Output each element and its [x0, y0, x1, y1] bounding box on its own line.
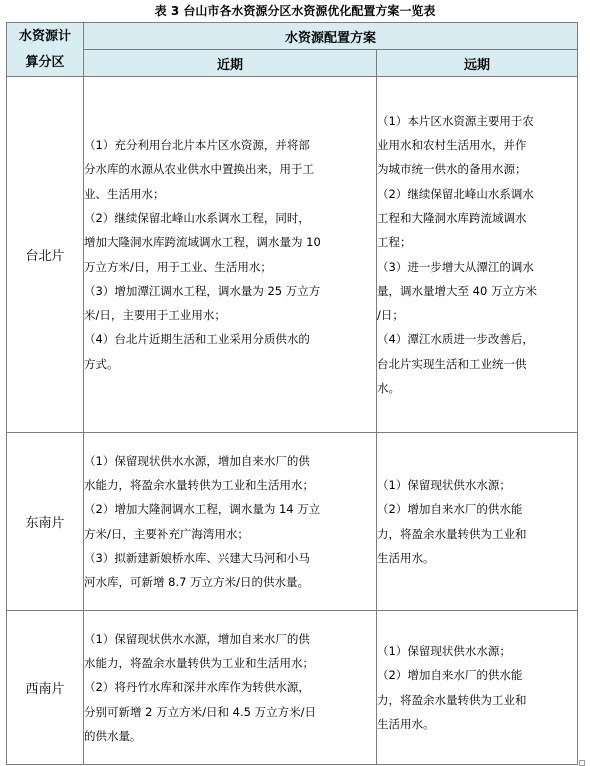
plan-line: 水能力，将盈余水量转供为工业和生活用水； — [84, 656, 314, 671]
plan-line: （1）保留现状供水水源，增加自来水厂的供 — [84, 631, 310, 646]
table-row — [7, 433, 578, 611]
plan-line: 生活用水。 — [377, 716, 435, 731]
allocation-table — [6, 22, 578, 765]
plan-line: 工程和大隆洞水库跨流域调水 — [377, 210, 527, 225]
plan-line: 量，调水量增大至 40 万立方米 — [377, 283, 537, 298]
zone-name: 西南片 — [7, 611, 84, 765]
zone-header-line1: 水资源计 — [18, 28, 71, 44]
zone-header-line2: 算分区 — [25, 54, 65, 70]
plan-line: （1）保留现状供水水源，增加自来水厂的供 — [84, 453, 310, 468]
near-term-plan — [84, 611, 377, 765]
near-term-header: 近期 — [84, 50, 377, 77]
plan-line: （2）继续保留北峰山水系调水工程，同时， — [84, 210, 310, 225]
plan-line: 业用水和农村生活用水，并作 — [377, 138, 527, 153]
table-caption: 表 3 台山市各水资源分区水资源优化配置方案一览表 — [154, 4, 436, 18]
plan-line: 台北片实现生活和工业统一供 — [377, 356, 527, 371]
plan-line: 方式。 — [84, 356, 119, 371]
plan-line: （1）充分利用台北片本片区水资源，并将部 — [84, 138, 310, 153]
zone-name: 东南片 — [7, 433, 84, 611]
plan-line: （2）继续保留北峰山水系调水 — [377, 186, 534, 201]
plan-line: （2）增加大隆洞调水工程，调水量为 14 万立 — [84, 502, 321, 517]
plan-line: （4）潭江水质进一步改善后， — [377, 332, 534, 347]
paragraph-end-marker — [579, 760, 585, 766]
plan-line: 业、生活用水； — [84, 186, 165, 201]
plan-line: 米/日，主要用于工业用水； — [84, 308, 226, 323]
long-term-header: 远期 — [377, 50, 578, 77]
long-term-plan — [377, 77, 578, 433]
zone-name: 台北片 — [7, 77, 84, 433]
plan-column-header: 水资源配置方案 — [84, 23, 578, 50]
plan-line: （4）台北片近期生活和工业采用分质供水的 — [84, 332, 310, 347]
plan-line: 工程； — [377, 235, 412, 250]
plan-line: 水。 — [377, 380, 400, 395]
table-row — [7, 611, 578, 765]
table-row — [7, 77, 578, 433]
plan-line: 万立方米/日，用于工业、生活用水； — [84, 259, 272, 274]
plan-line: （2）增加自来水厂的供水能 — [377, 668, 523, 683]
plan-line: （1）保留现状供水水源； — [377, 643, 511, 658]
zone-column-header — [7, 23, 84, 77]
long-term-plan — [377, 433, 578, 611]
near-term-plan — [84, 77, 377, 433]
plan-line: 河水库，可新增 8.7 万立方米/日的供水量。 — [84, 575, 309, 590]
plan-line: （3）增加潭江调水工程，调水量为 25 万立方 — [84, 283, 321, 298]
plan-line: （3）进一步增大从潭江的调水 — [377, 259, 534, 274]
plan-line: 方米/日，主要补充广海湾用水； — [84, 526, 249, 541]
plan-line: （2）增加自来水厂的供水能 — [377, 502, 523, 517]
plan-line: 为城市统一供水的备用水源； — [377, 162, 527, 177]
plan-line: /日； — [377, 308, 404, 323]
plan-line: 分别可新增 2 万立方米/日和 4.5 万立方米/日 — [84, 704, 316, 719]
plan-line: （1）本片区水资源主要用于农 — [377, 113, 534, 128]
plan-line: 水能力，将盈余水量转供为工业和生活用水； — [84, 477, 314, 492]
plan-line: （1）保留现状供水水源； — [377, 477, 511, 492]
plan-line: （3）拟新建新娘桥水库、兴建大马河和小马 — [84, 550, 310, 565]
long-term-plan — [377, 611, 578, 765]
plan-line: 力，将盈余水量转供为工业和 — [377, 526, 527, 541]
plan-line: 力，将盈余水量转供为工业和 — [377, 692, 527, 707]
plan-line: 生活用水。 — [377, 550, 435, 565]
plan-line: 的供水量。 — [84, 728, 142, 743]
plan-line: （2）将丹竹水库和深井水库作为转供水源， — [84, 680, 310, 695]
plan-line: 增加大隆洞水库跨流域调水工程，调水量为 10 — [84, 235, 321, 250]
plan-line: 分水库的水源从农业供水中置换出来，用于工 — [84, 162, 314, 177]
near-term-plan — [84, 433, 377, 611]
